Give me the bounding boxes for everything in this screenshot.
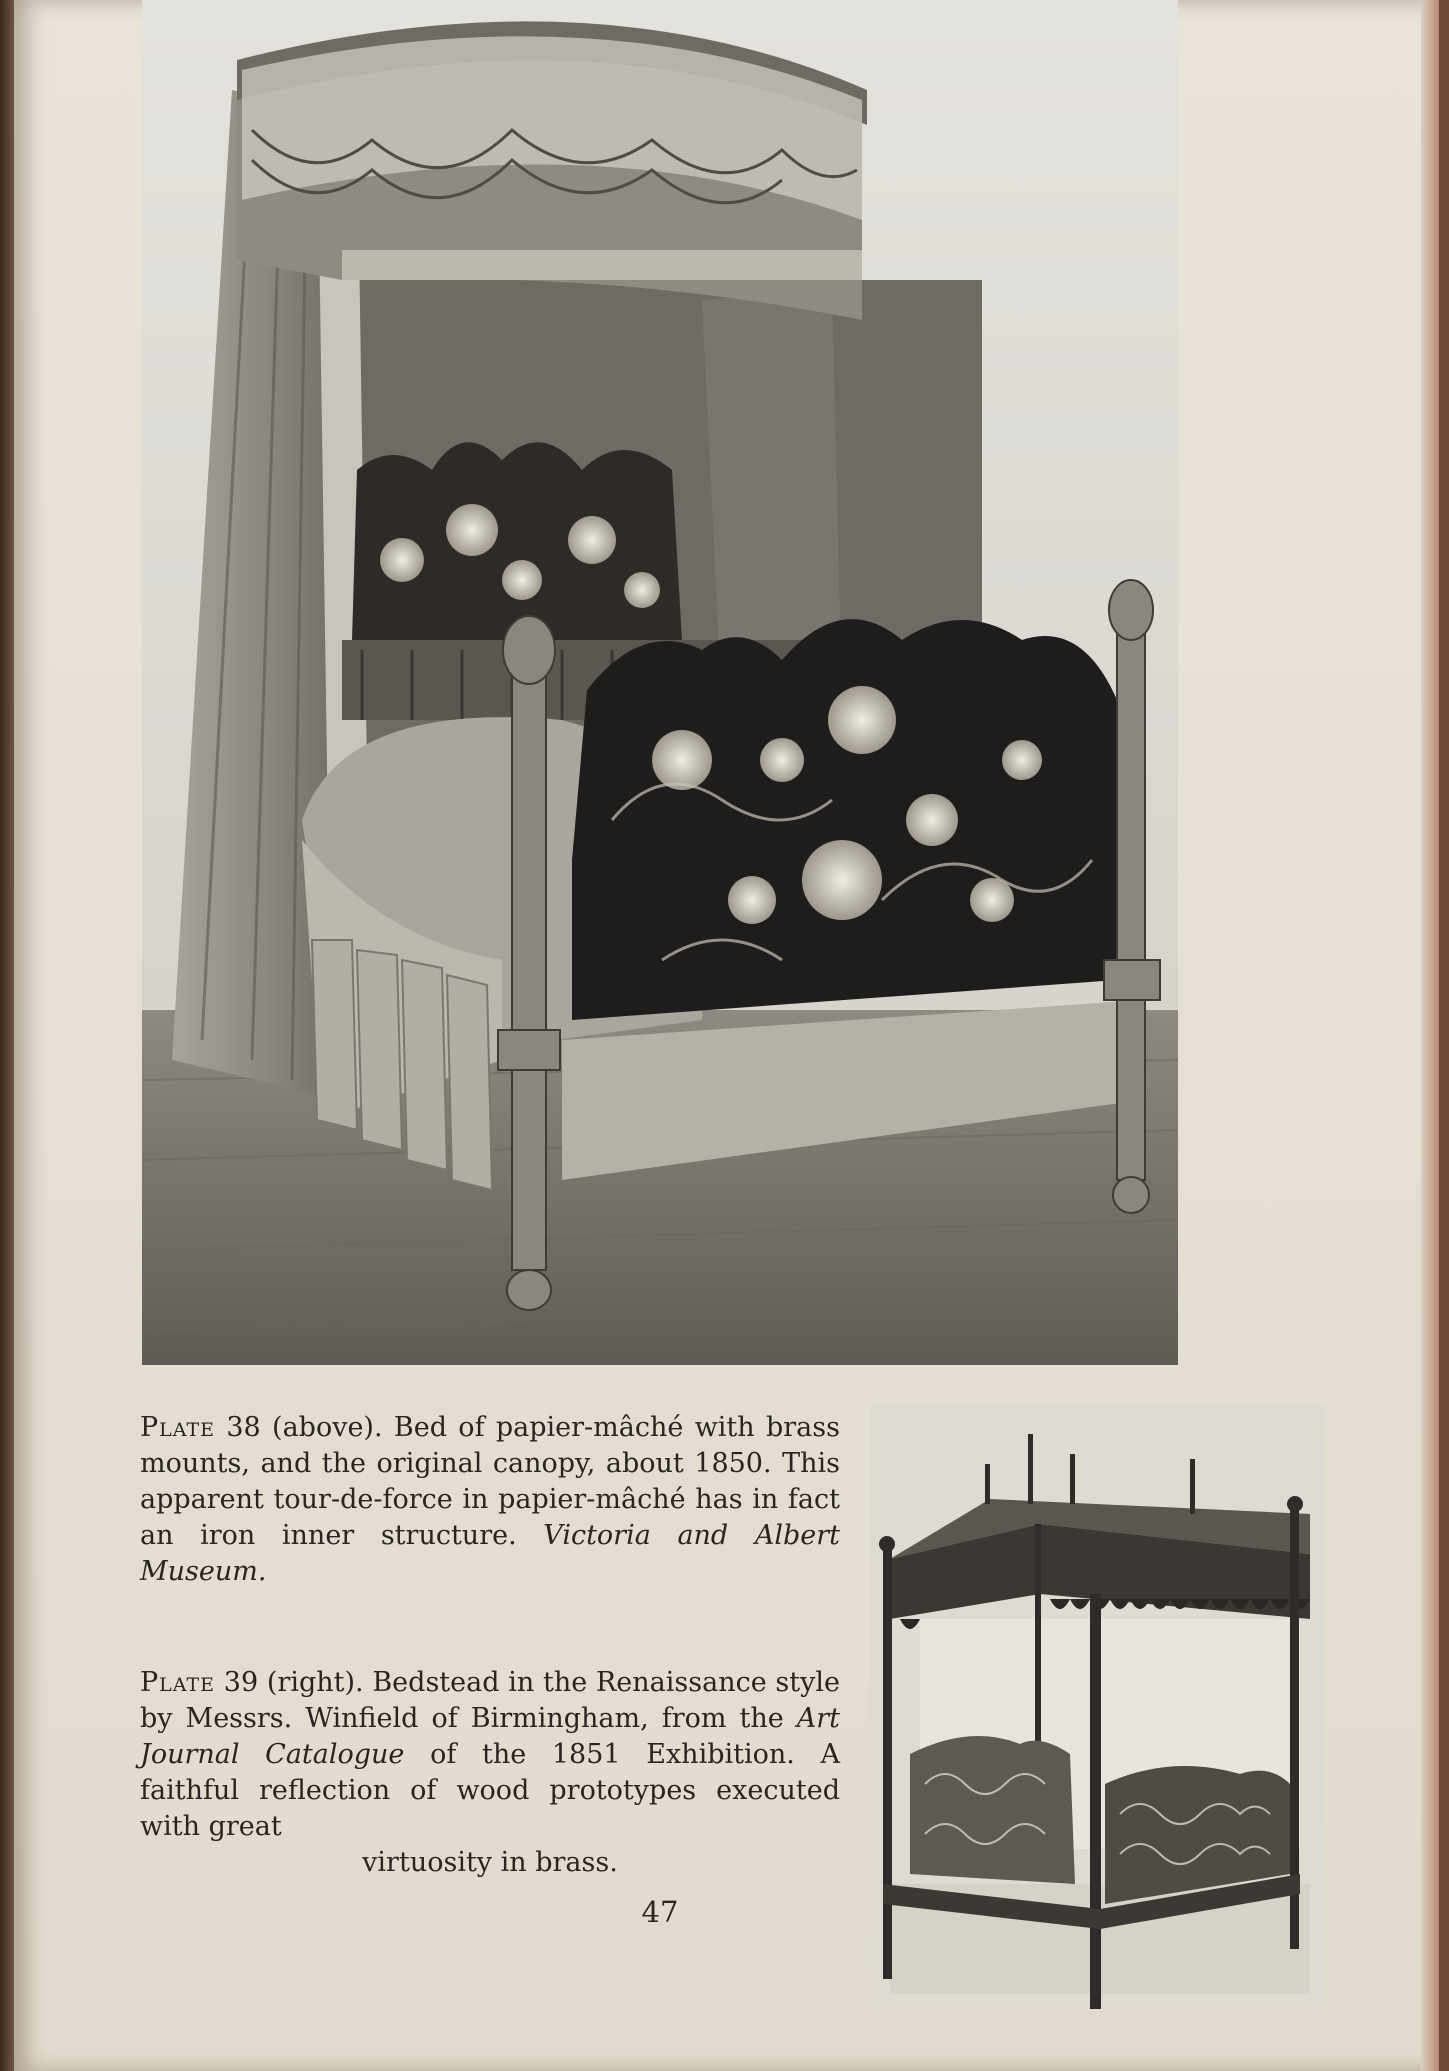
plate-38-credit: Victoria and Albert Museum. [140,1520,840,1587]
plate-39-number: 39 [223,1667,259,1698]
plate-38-description: Bed of papier-mâché with brass mounts, and the original canopy, about 1850. This apparent tour-de-force in papier-mâché has in fact an iron inner structure. [140,1412,840,1551]
plate-39-position: (right). [266,1667,364,1698]
plate-39-description: Bedstead in the Renaissance style by Messrs. Winfield of Birmingham, from the [140,1667,841,1734]
brass-bedstead-image [870,1404,1325,2009]
plate-38-label: Plate [140,1412,216,1443]
plate-38-number: 38 [226,1412,261,1443]
plate-39-description-continued: of the 1851 Exhibition. A faithful reflection of wood prototypes executed with great [140,1739,840,1842]
plate-39-publication-title: Art Journal Catalogue [140,1703,840,1770]
plate-39-engraving [870,1404,1325,2009]
page-number: 47 [641,1895,679,1929]
plate-39-label: Plate [140,1667,216,1698]
plate-39-last-line: virtuosity in brass. [362,1847,618,1878]
plate-39-caption [140,1665,840,1881]
plate-38-caption [140,1410,840,1590]
papier-mache-bed-image [142,0,1178,1365]
plate-38-position: (above). [272,1412,383,1443]
page-edge [1421,0,1439,2071]
plate-38-photograph [142,0,1178,1365]
